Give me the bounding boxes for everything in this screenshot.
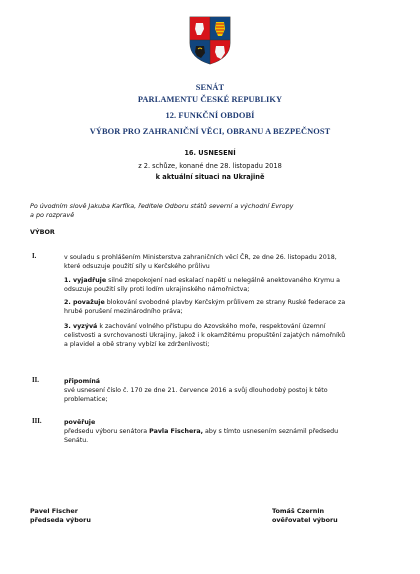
signatory-role: předseda výboru: [30, 516, 91, 524]
text-line: problematice;: [64, 396, 108, 403]
item-verb: 2. považuje: [64, 299, 105, 306]
section-1-item-1: [64, 276, 389, 294]
text-line: Senátu.: [64, 437, 89, 444]
text-fragment: předsedu výboru senátora: [64, 428, 150, 435]
item-verb: 3. vyzývá: [64, 323, 98, 330]
item-text: silné znepokojení nad eskalací napětí u nelegálně anektovaného Krymu a: [106, 277, 340, 284]
signatory-name: Pavel Fischer: [30, 507, 78, 515]
text-line: hrubé porušení mezinárodního práva;: [64, 308, 183, 315]
header-senat: SENÁT: [195, 83, 225, 92]
czech-coat-of-arms-emblem: [187, 15, 233, 65]
item-text: blokování svobodné plavby Kerčským průlivem ze strany Ruské federace za: [104, 299, 346, 306]
signature-left: [30, 507, 91, 525]
section-verb: pověřuje: [64, 419, 96, 426]
section-3-body: [64, 418, 389, 445]
section-numeral: II.: [32, 377, 39, 384]
text-line: celistvosti a svrchovanosti Ukrajiny, jakož i k okamžitému propuštění zajatých námořníků: [64, 332, 346, 339]
text-line: odsuzuje použití síly proti lodím ukrajinského námořnictva;: [64, 286, 250, 293]
section-1-lead: [64, 253, 389, 271]
text-line: své usnesení číslo č. 170 ze dne 21. července 2016 a svůj dlouhodobý postoj k této: [64, 387, 328, 394]
committee-label: VÝBOR: [30, 228, 55, 236]
section-1-item-3: [64, 322, 389, 349]
text-line: které odsuzuje použití síly u Kerčského průlivu: [64, 263, 210, 270]
item-verb: 1. vyjadřuje: [64, 277, 107, 284]
item-text: k zachování volného přístupu do Azovského moře, respektování územní: [97, 323, 326, 330]
text-line: v souladu s prohlášením Ministerstva zahraničních věcí ČR, ze dne 26. listopadu 2018,: [64, 254, 337, 261]
text-line: a plavidel a obě strany vybízí ke zdrženlivosti;: [64, 341, 210, 348]
signatory-name: Tomáš Czernin: [272, 507, 325, 515]
senator-name: Pavla Fischera,: [149, 428, 203, 435]
resolution-subject: k aktuální situaci na Ukrajině: [155, 173, 265, 181]
text-fragment: aby s tímto usnesením seznámil předsedu: [202, 428, 339, 435]
signature-right: [272, 507, 338, 525]
section-1-item-2: [64, 298, 389, 316]
resolution-meeting: z 2. schůze, konané dne 28. listopadu 2018: [138, 162, 282, 170]
resolution-number: 16. USNESENÍ: [184, 149, 236, 157]
section-numeral: III.: [32, 418, 42, 425]
signatory-role: ověřovatel výboru: [272, 516, 338, 524]
section-verb: připomíná: [64, 378, 101, 385]
intro-line: a po rozpravě: [30, 211, 75, 219]
header-committee: VÝBOR PRO ZAHRANIČNÍ VĚCI, OBRANU A BEZPEČNOST: [89, 127, 331, 136]
intro-line: Po úvodním slově Jakuba Karfíka, ředitele Odboru států severní a východní Evropy: [30, 202, 294, 210]
intro-text: [30, 202, 390, 220]
section-2-body: [64, 377, 389, 404]
header-term: 12. FUNKČNÍ OBDOBÍ: [165, 111, 255, 120]
header-parliament: PARLAMENTU ČESKÉ REPUBLIKY: [137, 95, 283, 104]
section-numeral: I.: [32, 253, 37, 260]
